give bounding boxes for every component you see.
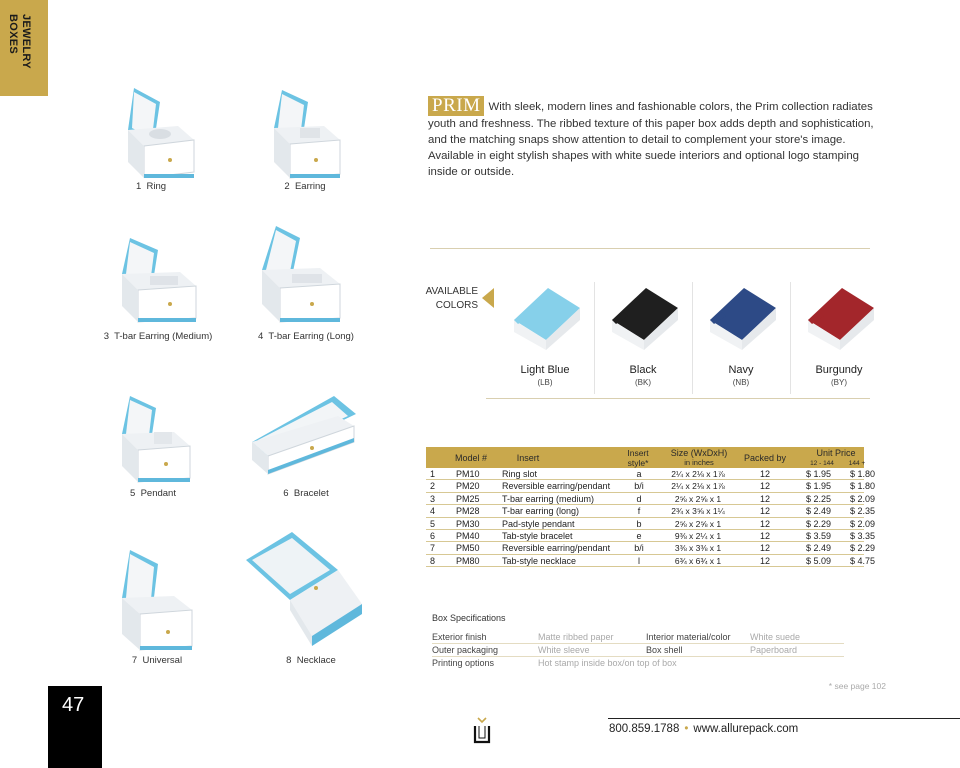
cell-p1: $ 1.95 <box>806 469 832 479</box>
page-number: 47 <box>62 694 85 716</box>
cell-p1: $ 3.59 <box>806 530 832 541</box>
cell-model: PM28 <box>456 506 480 517</box>
spec-row: Printing options Hot stamp inside box/on top of box <box>432 658 677 668</box>
product-earring-label: 2 Earring <box>284 181 326 192</box>
cell-insert: Ring slot <box>502 469 538 479</box>
color-code: (LB) <box>537 378 553 387</box>
cell-n: 8 <box>430 555 436 566</box>
box-black-image <box>594 280 692 360</box>
allure-logo-icon <box>472 716 492 749</box>
cell-packed: 12 <box>759 518 770 529</box>
header-model: Model # <box>454 453 488 463</box>
product-earring-image <box>264 88 350 180</box>
table-header <box>426 447 864 468</box>
product-pendant-label: 5 Pendant <box>130 488 176 499</box>
box-light-blue-image <box>496 280 594 360</box>
product-necklace-label: 8 Necklace <box>286 655 336 666</box>
color-code: (BY) <box>831 378 847 387</box>
cell-p2: $ 2.35 <box>850 506 876 517</box>
section-tab <box>0 0 48 96</box>
header-qty-low: 12 - 144 <box>810 460 834 467</box>
cell-insert: Reversible earring/pendant <box>502 543 611 554</box>
cell-model: PM40 <box>456 530 480 541</box>
table-row <box>426 530 876 542</box>
cell-p2: $ 3.35 <box>850 530 876 541</box>
color-swatch-light-blue <box>496 280 594 400</box>
product-pendant-image <box>116 392 196 484</box>
cell-p2: $ 2.09 <box>850 493 876 504</box>
cell-p1: $ 5.09 <box>806 555 832 566</box>
cell-model: PM50 <box>456 543 480 554</box>
cell-size: 2⅝ x 2⅝ x 1 <box>674 493 722 504</box>
cell-style: b/i <box>634 481 644 492</box>
cell-packed: 12 <box>759 481 770 492</box>
cell-model: PM30 <box>456 518 480 529</box>
cell-style: b/i <box>634 543 644 554</box>
table-row <box>426 480 876 492</box>
table-row <box>426 468 876 480</box>
cell-packed: 12 <box>759 543 770 554</box>
cell-n: 3 <box>430 493 436 504</box>
product-necklace-image <box>242 530 366 652</box>
product-tbar-medium-label: 3 T-bar Earring (Medium) <box>103 331 213 342</box>
header-packed-by: Packed by <box>743 453 787 463</box>
product-bracelet-label: 6 Bracelet <box>283 488 329 499</box>
cell-style: b <box>636 518 642 529</box>
cell-packed: 12 <box>759 493 770 504</box>
product-universal-label: 7 Universal <box>131 655 183 666</box>
product-tbar-medium-image <box>116 238 206 324</box>
color-swatch-burgundy <box>790 280 888 400</box>
color-name: Black <box>629 364 657 376</box>
header-size: Size (WxDxH) in inches <box>670 448 728 467</box>
section-tab-label: JEWELRY BOXES <box>7 14 32 69</box>
header-qty-high: 144 + <box>848 460 866 467</box>
intro-text: With sleek, modern lines and fashionable colors, the Prim collection radiates youth and freshness. The ribbed texture of this paper box adds depth and sophistication, and the matching snaps show attention to detail to complement your store's image. Available in eight stylish shapes with white suede interiors and optional logo stamping inside or outside. <box>428 101 874 178</box>
separator-dot: • <box>684 723 689 735</box>
cell-n: 2 <box>430 481 436 492</box>
footer-rule <box>608 718 960 719</box>
color-code: (NB) <box>732 378 750 387</box>
color-code: (BK) <box>635 378 651 387</box>
page-number-box <box>48 686 102 768</box>
box-navy-image <box>692 280 790 360</box>
cell-insert: Tab-style necklace <box>502 555 577 566</box>
cell-model: PM20 <box>456 481 480 492</box>
cell-size: 2⅝ x 2⅝ x 1 <box>674 518 722 529</box>
table-row <box>426 505 876 517</box>
product-tbar-long-label: 4 T-bar Earring (Long) <box>258 331 354 342</box>
header-insert-style: Insert style* <box>627 448 649 468</box>
cell-insert: T-bar earring (medium) <box>502 493 595 504</box>
cell-p2: $ 1.80 <box>850 469 876 479</box>
table-row <box>426 518 876 530</box>
color-name: Burgundy <box>815 364 863 376</box>
color-swatch-navy <box>692 280 790 400</box>
product-table <box>426 447 876 567</box>
spec-row: Exterior finish Matte ribbed paper Interior material/color White suede <box>432 631 844 644</box>
cell-size: 2¼ x 2⅛ x 1⅞ <box>671 481 725 492</box>
product-ring-image <box>120 82 200 178</box>
cell-n: 4 <box>430 506 436 517</box>
cell-style: f <box>637 506 641 517</box>
product-ring-label: 1 Ring <box>135 181 167 192</box>
cell-model: PM80 <box>456 555 480 566</box>
available-colors-label: AVAILABLE COLORS <box>425 286 478 311</box>
divider <box>486 398 870 399</box>
cell-model: PM25 <box>456 493 480 504</box>
cell-p1: $ 2.29 <box>806 518 832 529</box>
cell-p2: $ 2.09 <box>850 518 876 529</box>
color-swatch-black <box>594 280 692 400</box>
cell-packed: 12 <box>759 530 770 541</box>
pointer-arrow-icon <box>482 288 494 308</box>
cell-packed: 12 <box>759 506 770 517</box>
header-insert: Insert <box>516 453 540 463</box>
cell-packed: 12 <box>759 469 770 479</box>
cell-style: e <box>636 530 642 541</box>
cell-insert: T-bar earring (long) <box>502 506 580 517</box>
cell-insert: Reversible earring/pendant <box>502 481 611 492</box>
product-universal-image <box>116 548 196 652</box>
website-link[interactable]: www.allurepack.com <box>693 723 799 735</box>
cell-p2: $ 4.75 <box>850 555 876 566</box>
cell-size: 6¾ x 6¾ x 1 <box>674 555 722 566</box>
collection-intro <box>428 96 880 180</box>
specs-title: Box Specifications <box>432 613 506 623</box>
cell-p1: $ 2.49 <box>806 543 832 554</box>
product-bracelet-image <box>248 396 360 482</box>
phone-number: 800.859.1788 <box>609 723 680 735</box>
cell-style: l <box>638 555 640 566</box>
footnote: * see page 102 <box>828 681 886 691</box>
cell-model: PM10 <box>456 469 480 479</box>
divider <box>430 248 870 249</box>
color-name: Navy <box>728 364 754 376</box>
cell-p2: $ 2.29 <box>850 543 876 554</box>
cell-size: 2¼ x 2⅛ x 1⅞ <box>671 469 725 479</box>
spec-row: Outer packaging White sleeve Box shell Paperboard <box>432 644 844 657</box>
cell-size: 3⅜ x 3⅜ x 1 <box>674 543 722 554</box>
cell-n: 5 <box>430 518 436 529</box>
cell-p1: $ 2.49 <box>806 506 832 517</box>
color-name: Light Blue <box>520 364 570 376</box>
brand-badge: PRIM <box>428 96 484 116</box>
cell-packed: 12 <box>759 555 770 566</box>
cell-n: 6 <box>430 530 436 541</box>
table-row <box>426 493 876 505</box>
box-burgundy-image <box>790 280 888 360</box>
cell-insert: Tab-style bracelet <box>502 530 573 541</box>
cell-n: 7 <box>430 543 436 554</box>
cell-style: a <box>636 469 642 479</box>
contact-info <box>609 723 798 735</box>
table-row <box>426 542 876 554</box>
cell-p1: $ 1.95 <box>806 481 832 492</box>
header-unit-price: Unit Price <box>816 448 856 458</box>
cell-p2: $ 1.80 <box>850 481 876 492</box>
table-body <box>426 468 876 567</box>
table-row <box>426 555 876 567</box>
cell-size: 2¾ x 3⅝ x 1¼ <box>671 506 725 517</box>
cell-p1: $ 2.25 <box>806 493 832 504</box>
cell-insert: Pad-style pendant <box>502 518 575 529</box>
cell-style: d <box>636 493 642 504</box>
product-tbar-long-image <box>256 226 352 324</box>
cell-size: 9⅜ x 2¼ x 1 <box>674 530 722 541</box>
cell-n: 1 <box>430 469 436 479</box>
